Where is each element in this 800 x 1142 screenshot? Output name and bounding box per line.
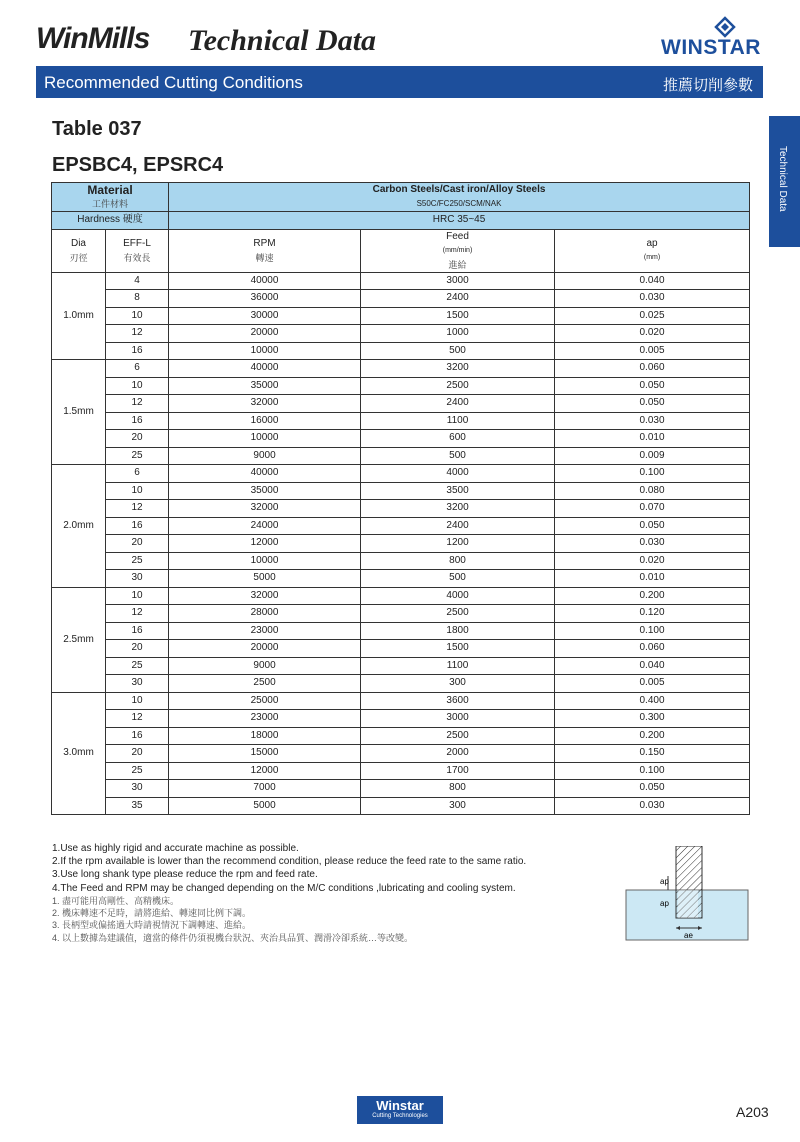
ap-cell: 0.300 bbox=[555, 710, 750, 728]
rpm-cell: 18000 bbox=[169, 727, 361, 745]
rpm-cell: 40000 bbox=[169, 465, 361, 483]
material-label-cell bbox=[52, 183, 169, 212]
page-title: Technical Data bbox=[188, 24, 377, 57]
feed-cell: 2500 bbox=[361, 377, 555, 395]
table-row bbox=[52, 325, 750, 343]
effl-cell: 25 bbox=[106, 762, 169, 780]
logo-diamond-icon bbox=[656, 16, 766, 38]
ap-cell: 0.060 bbox=[555, 640, 750, 658]
rpm-cell: 35000 bbox=[169, 482, 361, 500]
feed-cell: 300 bbox=[361, 797, 555, 815]
table-row bbox=[52, 762, 750, 780]
notes-en bbox=[52, 842, 526, 895]
rpm-cell: 15000 bbox=[169, 745, 361, 763]
effl-cell: 10 bbox=[106, 377, 169, 395]
col-dia-label: Dia bbox=[70, 237, 86, 249]
col-feed-unit: (mm/min) bbox=[442, 246, 473, 254]
table-row bbox=[52, 535, 750, 553]
side-tab[interactable] bbox=[769, 116, 800, 247]
rpm-cell: 40000 bbox=[169, 272, 361, 290]
feed-cell: 3000 bbox=[361, 710, 555, 728]
logo-text: WINSTAR bbox=[661, 36, 761, 59]
diagram-ap-label: ap bbox=[660, 899, 669, 908]
effl-cell: 25 bbox=[106, 657, 169, 675]
col-rpm bbox=[169, 229, 361, 272]
feed-cell: 800 bbox=[361, 780, 555, 798]
effl-cell: 16 bbox=[106, 342, 169, 360]
rpm-cell: 10000 bbox=[169, 342, 361, 360]
col-effl bbox=[106, 229, 169, 272]
column-header-row bbox=[52, 229, 750, 272]
effl-cell: 16 bbox=[106, 517, 169, 535]
effl-cell: 4 bbox=[106, 272, 169, 290]
rpm-cell: 5000 bbox=[169, 570, 361, 588]
effl-cell: 16 bbox=[106, 622, 169, 640]
ap-cell: 0.050 bbox=[555, 780, 750, 798]
effl-cell: 10 bbox=[106, 587, 169, 605]
rpm-cell: 23000 bbox=[169, 710, 361, 728]
note-item-zh: 3. 長柄型或偏搖過大時請視情況下調轉速、進給。 bbox=[52, 920, 252, 931]
ap-cell: 0.100 bbox=[555, 622, 750, 640]
col-feed-label: Feed bbox=[446, 230, 469, 242]
feed-cell: 3200 bbox=[361, 360, 555, 378]
hardness-value: HRC 35~45 bbox=[169, 212, 750, 230]
feed-cell: 2400 bbox=[361, 395, 555, 413]
material-label-zh: 工件材料 bbox=[92, 199, 129, 209]
ap-cell: 0.050 bbox=[555, 395, 750, 413]
rpm-cell: 2500 bbox=[169, 675, 361, 693]
effl-cell: 12 bbox=[106, 710, 169, 728]
effl-cell: 20 bbox=[106, 640, 169, 658]
feed-cell: 2000 bbox=[361, 745, 555, 763]
table-row bbox=[52, 465, 750, 483]
effl-cell: 12 bbox=[106, 325, 169, 343]
rpm-cell: 32000 bbox=[169, 587, 361, 605]
table-row bbox=[52, 412, 750, 430]
feed-cell: 500 bbox=[361, 447, 555, 465]
ap-cell: 0.040 bbox=[555, 272, 750, 290]
effl-cell: 30 bbox=[106, 675, 169, 693]
effl-cell: 10 bbox=[106, 692, 169, 710]
table-row bbox=[52, 797, 750, 815]
dia-cell: 1.5mm bbox=[52, 360, 106, 465]
effl-cell: 10 bbox=[106, 307, 169, 325]
ap-cell: 0.010 bbox=[555, 570, 750, 588]
brand-name: WinMills bbox=[36, 22, 150, 55]
feed-cell: 600 bbox=[361, 430, 555, 448]
col-rpm-label: RPM bbox=[253, 237, 276, 249]
note-item-zh: 1. 盡可能用高剛性、高精機床。 bbox=[52, 896, 180, 906]
footer-logo-sub: Cutting Technologies bbox=[372, 1113, 428, 1119]
effl-cell: 10 bbox=[106, 482, 169, 500]
feed-cell: 300 bbox=[361, 675, 555, 693]
rpm-cell: 9000 bbox=[169, 447, 361, 465]
effl-cell: 6 bbox=[106, 360, 169, 378]
feed-cell: 1500 bbox=[361, 307, 555, 325]
rpm-cell: 9000 bbox=[169, 657, 361, 675]
feed-cell: 2500 bbox=[361, 727, 555, 745]
col-ap-unit: (mm) bbox=[643, 253, 661, 261]
side-tab-label: Technical Data bbox=[777, 146, 788, 212]
rpm-cell: 16000 bbox=[169, 412, 361, 430]
dia-cell: 2.0mm bbox=[52, 465, 106, 588]
table-row bbox=[52, 710, 750, 728]
dia-cell: 1.0mm bbox=[52, 272, 106, 360]
col-dia-zh: 刃徑 bbox=[69, 252, 88, 263]
rpm-cell: 7000 bbox=[169, 780, 361, 798]
rpm-cell: 12000 bbox=[169, 762, 361, 780]
table-row bbox=[52, 377, 750, 395]
feed-cell: 800 bbox=[361, 552, 555, 570]
rpm-cell: 36000 bbox=[169, 290, 361, 308]
table-row bbox=[52, 482, 750, 500]
ap-cell: 0.030 bbox=[555, 412, 750, 430]
rpm-cell: 10000 bbox=[169, 430, 361, 448]
effl-cell: 30 bbox=[106, 780, 169, 798]
ap-cell: 0.070 bbox=[555, 500, 750, 518]
effl-cell: 12 bbox=[106, 500, 169, 518]
rpm-cell: 5000 bbox=[169, 797, 361, 815]
note-item-zh: 2. 機床轉速不足時，請將進給、轉速同比例下調。 bbox=[52, 908, 252, 919]
table-row bbox=[52, 272, 750, 290]
rpm-cell: 24000 bbox=[169, 517, 361, 535]
effl-cell: 6 bbox=[106, 465, 169, 483]
note-item: 1.Use as highly rigid and accurate machine as possible. bbox=[52, 843, 299, 854]
table-row bbox=[52, 780, 750, 798]
feed-cell: 2500 bbox=[361, 605, 555, 623]
ap-cell: 0.400 bbox=[555, 692, 750, 710]
banner-title: Recommended Cutting Conditions bbox=[44, 73, 303, 92]
ap-cell: 0.150 bbox=[555, 745, 750, 763]
effl-cell: 16 bbox=[106, 727, 169, 745]
table-row bbox=[52, 692, 750, 710]
feed-cell: 1100 bbox=[361, 412, 555, 430]
page-number: A203 bbox=[736, 1104, 769, 1120]
diagram-ap-label-top: ap bbox=[660, 877, 669, 886]
feed-cell: 1100 bbox=[361, 657, 555, 675]
col-ap-label: ap bbox=[646, 237, 658, 249]
table-row bbox=[52, 552, 750, 570]
winstar-logo bbox=[656, 16, 766, 60]
material-sub: S50C/FC250/SCM/NAK bbox=[416, 199, 502, 208]
note-item: 4.The Feed and RPM may be changed depending on the M/C conditions ,lubricating and cooling system. bbox=[52, 882, 516, 894]
ap-cell: 0.030 bbox=[555, 535, 750, 553]
feed-cell: 3000 bbox=[361, 272, 555, 290]
effl-cell: 20 bbox=[106, 745, 169, 763]
ap-cell: 0.009 bbox=[555, 447, 750, 465]
table-row bbox=[52, 675, 750, 693]
table-row bbox=[52, 605, 750, 623]
dia-cell: 3.0mm bbox=[52, 692, 106, 815]
col-effl-label: EFF-L bbox=[123, 237, 151, 249]
rpm-cell: 30000 bbox=[169, 307, 361, 325]
feed-cell: 1000 bbox=[361, 325, 555, 343]
effl-cell: 16 bbox=[106, 412, 169, 430]
effl-cell: 25 bbox=[106, 447, 169, 465]
feed-cell: 3600 bbox=[361, 692, 555, 710]
ap-cell: 0.040 bbox=[555, 657, 750, 675]
rpm-cell: 23000 bbox=[169, 622, 361, 640]
table-row bbox=[52, 587, 750, 605]
material-value: Carbon Steels/Cast iron/Alloy Steels bbox=[372, 184, 546, 195]
table-row bbox=[52, 307, 750, 325]
col-rpm-zh: 轉速 bbox=[255, 252, 274, 263]
cutting-conditions-table bbox=[51, 182, 750, 815]
note-item-zh: 4. 以上數據為建議值，適當的條件仍須視機台狀況、夾治具品質、潤滑冷卻系統…等改變。 bbox=[52, 932, 414, 943]
table-row bbox=[52, 500, 750, 518]
table-row bbox=[52, 395, 750, 413]
table-row bbox=[52, 640, 750, 658]
rpm-cell: 35000 bbox=[169, 377, 361, 395]
cutting-depth-diagram bbox=[624, 846, 750, 942]
note-item: 3.Use long shank type please reduce the rpm and feed rate. bbox=[52, 869, 318, 881]
feed-cell: 1800 bbox=[361, 622, 555, 640]
table-row bbox=[52, 570, 750, 588]
banner-title-zh: 推薦切削參數 bbox=[662, 77, 753, 94]
ap-cell: 0.020 bbox=[555, 552, 750, 570]
feed-cell: 4000 bbox=[361, 587, 555, 605]
ap-cell: 0.060 bbox=[555, 360, 750, 378]
feed-cell: 1500 bbox=[361, 640, 555, 658]
feed-cell: 2400 bbox=[361, 517, 555, 535]
ap-cell: 0.010 bbox=[555, 430, 750, 448]
feed-cell: 500 bbox=[361, 342, 555, 360]
ap-cell: 0.080 bbox=[555, 482, 750, 500]
table-row bbox=[52, 657, 750, 675]
ap-cell: 0.020 bbox=[555, 325, 750, 343]
footer-logo bbox=[357, 1096, 443, 1124]
rpm-cell: 20000 bbox=[169, 325, 361, 343]
ap-cell: 0.200 bbox=[555, 587, 750, 605]
col-feed-zh: 進給 bbox=[448, 259, 467, 270]
ap-cell: 0.100 bbox=[555, 762, 750, 780]
rpm-cell: 10000 bbox=[169, 552, 361, 570]
effl-cell: 12 bbox=[106, 395, 169, 413]
table-row bbox=[52, 517, 750, 535]
effl-cell: 35 bbox=[106, 797, 169, 815]
table-row bbox=[52, 360, 750, 378]
effl-cell: 20 bbox=[106, 430, 169, 448]
model-names: EPSBC4, EPSRC4 bbox=[52, 154, 224, 176]
rpm-cell: 32000 bbox=[169, 395, 361, 413]
table-row bbox=[52, 290, 750, 308]
hardness-row bbox=[52, 212, 750, 230]
feed-cell: 500 bbox=[361, 570, 555, 588]
feed-cell: 3500 bbox=[361, 482, 555, 500]
ap-cell: 0.005 bbox=[555, 342, 750, 360]
material-label: Material bbox=[87, 183, 133, 197]
table-body bbox=[52, 272, 750, 815]
feed-cell: 3200 bbox=[361, 500, 555, 518]
ap-cell: 0.005 bbox=[555, 675, 750, 693]
table-number: Table 037 bbox=[52, 118, 142, 140]
rpm-cell: 28000 bbox=[169, 605, 361, 623]
feed-cell: 4000 bbox=[361, 465, 555, 483]
effl-cell: 20 bbox=[106, 535, 169, 553]
notes-zh bbox=[52, 895, 413, 944]
ap-cell: 0.120 bbox=[555, 605, 750, 623]
table-row bbox=[52, 447, 750, 465]
table-row bbox=[52, 622, 750, 640]
effl-cell: 30 bbox=[106, 570, 169, 588]
col-feed bbox=[361, 229, 555, 272]
table-row bbox=[52, 745, 750, 763]
ap-cell: 0.030 bbox=[555, 290, 750, 308]
rpm-cell: 20000 bbox=[169, 640, 361, 658]
hardness-label: Hardness 硬度 bbox=[52, 212, 169, 230]
table-row bbox=[52, 727, 750, 745]
feed-cell: 2400 bbox=[361, 290, 555, 308]
table-row bbox=[52, 342, 750, 360]
rpm-cell: 32000 bbox=[169, 500, 361, 518]
ap-cell: 0.100 bbox=[555, 465, 750, 483]
ap-cell: 0.030 bbox=[555, 797, 750, 815]
ap-cell: 0.050 bbox=[555, 377, 750, 395]
ap-cell: 0.200 bbox=[555, 727, 750, 745]
feed-cell: 1200 bbox=[361, 535, 555, 553]
rpm-cell: 25000 bbox=[169, 692, 361, 710]
rpm-cell: 12000 bbox=[169, 535, 361, 553]
effl-cell: 8 bbox=[106, 290, 169, 308]
material-value-cell bbox=[169, 183, 750, 212]
footer-logo-name: Winstar bbox=[376, 1098, 424, 1113]
rpm-cell: 40000 bbox=[169, 360, 361, 378]
effl-cell: 12 bbox=[106, 605, 169, 623]
feed-cell: 1700 bbox=[361, 762, 555, 780]
material-row bbox=[52, 183, 750, 212]
ap-cell: 0.025 bbox=[555, 307, 750, 325]
table-row bbox=[52, 430, 750, 448]
ap-cell: 0.050 bbox=[555, 517, 750, 535]
section-banner bbox=[36, 66, 763, 98]
diagram-ae-label: ae bbox=[684, 931, 693, 940]
effl-cell: 25 bbox=[106, 552, 169, 570]
note-item: 2.If the rpm available is lower than the recommend condition, please reduce the feed rate to the same ratio. bbox=[52, 856, 527, 868]
dia-cell: 2.5mm bbox=[52, 587, 106, 692]
col-ap bbox=[555, 229, 750, 272]
col-dia bbox=[52, 229, 106, 272]
col-effl-zh: 有效長 bbox=[123, 252, 151, 263]
